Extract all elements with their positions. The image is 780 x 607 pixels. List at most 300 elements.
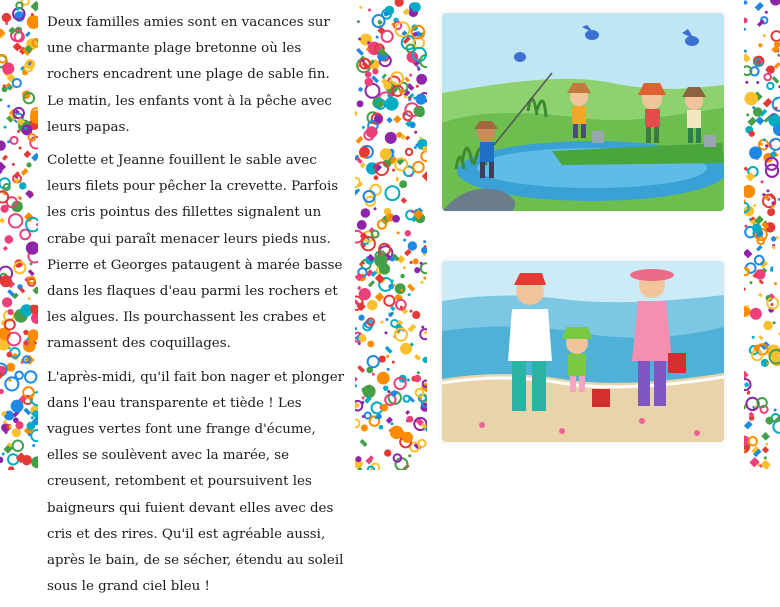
doodle-planet [364,78,373,87]
doodle-dot [381,321,384,324]
doodle-dot [745,81,748,84]
doodle-dot [355,327,357,330]
doodle-dot [753,204,756,207]
doodle-dot [17,130,20,133]
doodle-planet [362,387,368,393]
doodle-dot [407,379,410,382]
doodle-planet [358,87,362,91]
doodle-ring [25,371,36,382]
doodle-planet [753,107,762,116]
doodle-star [3,246,8,251]
doodle-planet [414,267,420,273]
doodle-dot [756,81,759,84]
doodle-planet [357,100,364,107]
decorative-border-middle [355,0,427,470]
doodle-star [401,197,407,203]
doodle-dot [417,66,420,69]
doodle-dot [775,97,778,100]
doodle-planet [755,269,766,280]
doodle-dot [387,368,390,371]
doodle-planet [374,115,382,123]
doodle-star [30,1,38,12]
doodle-dot [387,390,390,393]
doodle-planet [770,0,780,6]
doodle-dot [408,293,411,296]
doodle-dot [746,113,749,116]
doodle-planet [744,0,747,4]
doodle-ring [13,79,21,87]
doodle-planet [763,321,773,331]
doodle-planet [416,74,427,85]
doodle-dot [28,62,31,65]
doodle-planet [750,308,762,320]
doodle-dot [403,266,406,269]
doodle-planet [4,235,13,244]
doodle-ring [28,277,35,284]
doodle-star [31,153,38,162]
doodle-dot [366,48,369,51]
doodle-planet [361,208,371,218]
doodle-planet [367,300,378,311]
doodle-star [755,2,764,11]
doodle-dot [416,85,419,88]
doodle-dot [408,454,411,457]
doodle-dot [420,262,423,265]
doodle-planet [767,208,775,216]
doodle-ring [13,441,23,451]
doodle-planet [414,375,421,382]
doodle-star [403,8,410,15]
doodle-dot [769,144,772,147]
doodle-star [755,116,764,125]
doodle-ring [420,329,427,339]
doodle-planet [744,92,758,106]
doodle-dot [359,263,362,266]
doodle-planet [412,311,420,319]
doodle-planet [0,389,4,394]
doodle-dot [776,236,779,239]
fishing-illustration [442,13,724,211]
doodle-dot [392,361,395,364]
doodle-planet [366,126,378,138]
doodle-dot [417,371,420,374]
story-paragraph: Colette et Jeanne fouillent le sable avec leurs filets pour pêcher la crevette. Parfois les cris pointus des fillettes signalent un crabe qui paraît menacer leurs pieds nus. Pierre et Georges pataugent à marée basse dans les flaques d'eau parmi les rochers et les algues. Ils pourchassent les crabes et ramassent des coquillages. [47,153,343,352]
doodle-star [747,117,757,127]
doodle-planet [361,424,368,431]
doodle-dot [28,297,31,300]
doodle-ring [767,298,778,309]
doodle-ring [382,31,393,42]
doodle-dot [767,71,770,74]
doodle-dot [744,50,747,53]
doodle-star [375,292,384,301]
doodle-ring [385,186,399,200]
doodle-dot [746,305,749,308]
doodle-ring [9,214,22,227]
doodle-ring [355,419,359,427]
doodle-planet [408,241,417,250]
doodle-dot [368,8,371,11]
doodle-dot [414,131,417,134]
doodle-ring [767,83,773,89]
doodle-dot [376,36,379,39]
doodle-star [25,190,34,199]
doodle-dot [760,59,763,62]
doodle-dot [36,223,38,226]
doodle-dot [397,231,400,234]
doodle-ring [772,31,780,41]
doodle-planet [19,182,26,189]
doodle-planet [365,71,372,78]
doodle-planet [27,15,38,29]
story-paragraph: Deux familles amies sont en vacances sur une charmante plage bretonne où les rochers encadrent une plage de sable fin. Le matin, les enfants vont à la pêche avec leurs papas. [47,15,332,135]
doodle-planet [771,236,776,241]
doodle-dot [764,456,767,459]
doodle-dot [767,100,770,103]
doodle-ring [20,230,30,240]
doodle-star [772,76,780,84]
doodle-planet [376,414,382,420]
doodle-star [2,155,8,161]
doodle-planet [379,425,384,430]
doodle-star [377,19,383,25]
doodle-star [356,48,364,56]
doodle-star [32,286,38,294]
doodle-ring [15,372,22,379]
doodle-dot [362,60,365,63]
doodle-dot [409,97,412,100]
doodle-planet [744,18,748,24]
doodle-star [758,335,763,340]
doodle-planet [374,175,379,180]
doodle-star [761,432,770,441]
doodle-dot [744,288,746,291]
doodle-star [774,62,780,69]
doodle-star [422,171,427,181]
doodle-dot [9,425,12,428]
doodle-dot [357,189,360,192]
doodle-planet [26,162,31,167]
doodle-star [23,150,31,158]
doodle-planet [415,94,426,105]
doodle-planet [400,343,412,355]
doodle-planet [390,257,395,262]
doodle-star [355,377,358,384]
doodle-dot [386,346,389,349]
doodle-ring [403,396,409,402]
doodle-dot [744,28,746,31]
doodle-dot [29,262,32,265]
doodle-dot [3,84,6,87]
doodle-dot [763,138,766,141]
doodle-ring [8,454,18,464]
doodle-planet [423,357,427,363]
story-text [47,10,349,607]
doodle-pattern [0,0,38,470]
doodle-planet [15,421,23,429]
doodle-star [357,365,365,373]
doodle-dot [747,392,750,395]
doodle-planet [367,341,374,348]
doodle-star [393,115,401,123]
doodle-dot [423,277,426,280]
doodle-star [21,168,29,176]
doodle-dot [8,379,11,382]
doodle-dot [372,373,375,376]
doodle-star [386,117,392,123]
doodle-planet [355,456,361,462]
doodle-ring [370,185,380,195]
doodle-dot [773,321,776,324]
doodle-planet [390,426,404,440]
doodle-ring [368,356,379,367]
doodle-dot [765,144,768,147]
doodle-dot [772,206,775,209]
doodle-planet [384,449,391,456]
doodle-planet [377,372,390,385]
doodle-dot [774,408,777,411]
doodle-star [763,98,773,108]
doodle-dot [384,331,387,334]
doodle-dot [390,422,393,425]
doodle-dot [2,453,5,456]
doodle-dot [359,6,362,9]
doodle-dot [362,396,365,399]
doodle-star [368,280,375,287]
doodle-dot [749,281,752,284]
doodle-dot [400,306,403,309]
doodle-dot [760,143,763,146]
doodle-planet [395,283,406,294]
doodle-dot [410,261,413,264]
doodle-planet [752,224,761,233]
doodle-dot [419,137,422,140]
doodle-ring [749,437,757,445]
doodle-star [762,446,769,453]
doodle-dot [403,239,406,242]
doodle-pattern [744,0,780,470]
doodle-planet [388,312,392,316]
doodle-star [771,245,776,250]
doodle-planet [765,417,773,425]
doodle-dot [7,105,10,108]
doodle-star [405,136,410,141]
doodle-dot [763,34,766,37]
doodle-planet [385,97,399,111]
doodle-dot [362,415,365,418]
doodle-planet [754,345,760,351]
doodle-star [756,245,762,251]
doodle-planet [8,309,14,315]
doodle-star [407,283,415,291]
doodle-planet [374,254,387,267]
doodle-dot [32,444,35,447]
doodle-ring [755,256,764,265]
doodle-star [744,53,751,62]
doodle-dot [16,8,19,11]
doodle-star [744,249,752,259]
doodle-planet [422,424,427,429]
doodle-dot [31,416,34,419]
decorative-border-right [744,0,780,470]
doodle-planet [26,241,38,254]
doodle-planet [372,68,378,74]
doodle-dot [385,318,388,321]
doodle-dot [761,180,764,183]
doodle-planet [749,146,762,159]
doodle-planet [4,411,14,421]
doodle-dot [0,98,3,101]
doodle-planet [7,352,13,358]
doodle-planet [355,111,357,116]
doodle-star [761,459,771,469]
doodle-planet [749,131,755,137]
doodle-star [746,172,756,182]
doodle-dot [415,144,418,147]
doodle-dot [424,331,427,334]
doodle-dot [392,169,395,172]
doodle-dot [31,13,34,16]
doodle-ring [421,263,427,273]
doodle-planet [758,43,762,47]
doodle-star [405,410,410,415]
doodle-dot [770,303,773,306]
doodle-star [744,371,749,379]
beach-illustration [442,261,724,442]
doodle-star [28,269,35,276]
doodle-planet [357,220,367,230]
doodle-dot [752,336,755,339]
doodle-dot [391,23,394,26]
doodle-dot [24,127,27,130]
doodle-planet [2,62,14,74]
doodle-ring [5,377,18,390]
doodle-planet [399,180,407,188]
doodle-dot [760,281,763,284]
doodle-dot [396,178,399,181]
doodle-dot [411,210,414,213]
doodle-planet [383,385,388,390]
doodle-planet [384,11,389,16]
doodle-dot [28,433,31,436]
doodle-star [404,77,410,83]
doodle-dot [17,196,20,199]
doodle-planet [402,432,413,443]
doodle-dot [12,163,15,166]
doodle-dot [766,362,769,365]
doodle-ring [11,137,18,144]
doodle-planet [359,146,370,157]
doodle-dot [5,22,8,25]
doodle-ring [16,2,22,8]
doodle-planet [2,13,11,22]
doodle-star [758,293,763,298]
doodle-dot [374,207,377,210]
doodle-ring [770,139,780,150]
doodle-star [356,136,364,144]
story-paragraph: L'après-midi, qu'il fait bon nager et plonger dans l'eau transparente et tiède ! Les vagues vertes font une frange d'écume, elles se soulèvent avec la marée, se creusent, retombent et poursuivent les baigneurs qui fuient devant elles avec des cris et des rires. Qu'il est agréable aussi, après le bain, de se sécher, étendu au soleil sous le grand ciel bleu ! [47,369,345,595]
doodle-planet [380,148,392,160]
doodle-planet [421,247,427,254]
doodle-star [360,439,368,447]
doodle-dot [358,38,361,41]
doodle-planet [411,2,421,12]
doodle-ring [8,333,21,346]
doodle-planet [416,108,425,117]
doodle-dot [410,174,413,177]
doodle-planet [770,152,776,158]
doodle-planet [31,456,38,468]
doodle-dot [7,140,10,143]
doodle-dot [404,95,407,98]
doodle-dot [765,11,768,14]
doodle-dot [775,107,778,110]
doodle-star [744,421,753,430]
doodle-planet [2,297,12,307]
doodle-planet [358,334,366,342]
doodle-dot [386,355,389,358]
doodle-dot [357,20,360,23]
doodle-planet [395,0,404,7]
doodle-ring [413,162,423,172]
doodle-dot [421,326,424,329]
doodle-planet [392,215,400,223]
doodle-planet [0,275,12,287]
decorative-border-left [0,0,38,470]
doodle-dot [24,342,27,345]
doodle-planet [381,404,389,412]
doodle-ring [384,296,394,306]
doodle-pattern [355,0,427,470]
doodle-planet [413,32,417,36]
doodle-dot [410,310,413,313]
doodle-dot [765,443,768,446]
doodle-planet [6,363,15,372]
doodle-planet [358,315,364,321]
doodle-dot [355,384,357,387]
doodle-planet [407,416,414,423]
doodle-star [0,162,6,171]
doodle-ring [421,151,427,161]
doodle-dot [362,126,365,129]
doodle-planet [12,428,21,437]
doodle-star [390,390,398,398]
doodle-dot [423,240,426,243]
doodle-dot [4,126,7,129]
doodle-planet [385,132,397,144]
doodle-planet [0,140,6,150]
doodle-planet [413,258,419,264]
doodle-planet [400,274,404,278]
doodle-planet [744,382,749,387]
doodle-dot [766,189,769,192]
doodle-planet [744,185,755,198]
doodle-star [0,217,5,223]
doodle-dot [774,282,777,285]
doodle-star [24,408,32,416]
doodle-planet [359,288,371,300]
doodle-dot [400,289,403,292]
doodle-planet [8,466,14,470]
doodle-star [414,354,421,361]
doodle-dot [420,281,423,284]
doodle-dot [19,146,22,149]
doodle-ring [406,149,412,155]
doodle-star [408,324,417,333]
doodle-dot [409,74,412,77]
doodle-planet [0,457,3,463]
doodle-star [25,31,31,37]
